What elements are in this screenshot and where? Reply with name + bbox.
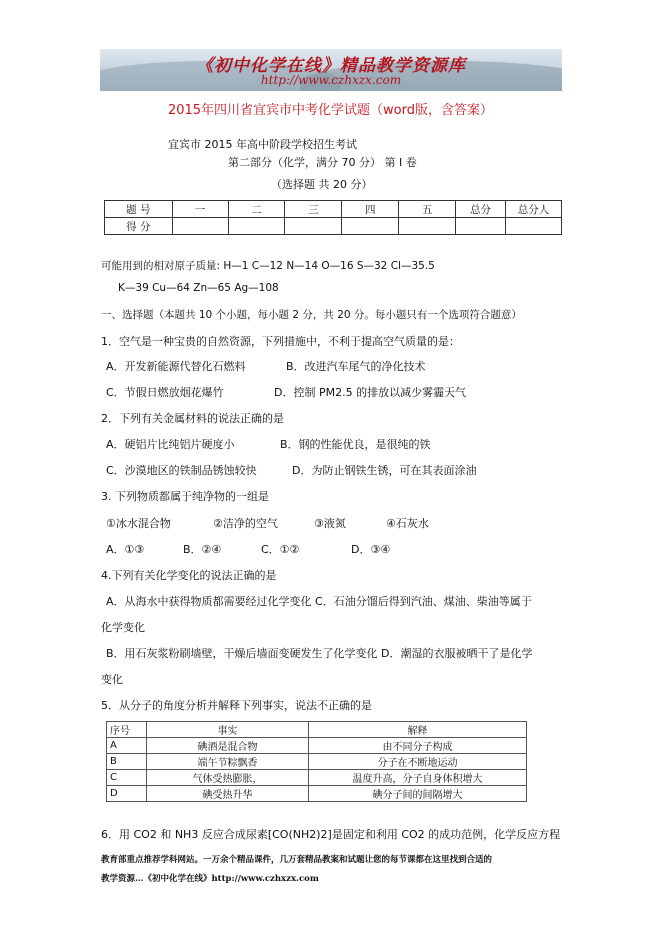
question-6-stem: 6．用 CO2 和 NH3 反应合成尿素[CO(NH2)2]是固定和利用 CO2 的成功范例，化学反应方程 — [101, 828, 561, 841]
question-1-option-c: C．节假日燃放烟花爆竹 — [106, 386, 224, 399]
score-input-cell[interactable] — [399, 218, 456, 235]
question-1-option-b: B．改进汽车尾气的净化技术 — [286, 360, 426, 373]
score-input-cell[interactable] — [228, 218, 285, 235]
score-input-cell[interactable] — [506, 218, 562, 235]
exam-title: 宜宾市 2015 年高中阶段学校招生考试 — [168, 138, 357, 151]
question-3-option-c: C．①② — [261, 543, 300, 556]
question-1-stem: 1．空气是一种宝贵的自然资源，下列措施中，不利于提高空气质量的是： — [101, 335, 460, 348]
question-3-item-4: ④石灰水 — [386, 517, 429, 530]
score-table — [104, 200, 562, 235]
question-2-stem: 2．下列有关金属材料的说法正确的是 — [101, 412, 284, 425]
score-input-cell[interactable] — [342, 218, 399, 235]
score-input-cell[interactable] — [172, 218, 228, 235]
table-header-cell: 序号 — [107, 722, 147, 738]
score-table-cell: 四 — [342, 201, 399, 218]
footer-promo-line1: 教育部重点推荐学科网站。一万余个精品课件，几万套精品教案和试题让您的每节课都在这里找到合适的 — [101, 855, 493, 865]
question-1-option-a: A．开发新能源代替化石燃料 — [106, 360, 246, 373]
banner-title: 《初中化学在线》精品教学资源库 — [196, 56, 466, 76]
table-cell: 碘酒是混合物 — [147, 738, 309, 754]
score-table-score-row — [105, 218, 562, 235]
facts-explanation-table — [106, 721, 527, 802]
question-2-option-a: A．硬铝片比纯铝片硬度小 — [106, 438, 235, 451]
table-cell: D — [107, 786, 147, 802]
score-table-cell: 总分 — [456, 201, 506, 218]
exam-part-title: 第二部分（化学，满分 70 分） 第 I 卷 — [228, 156, 417, 169]
footer-promo-line2[interactable]: 教学资源…《初中化学在线》http://www.czhxzx.com — [101, 874, 319, 884]
question-2-option-c: C．沙漠地区的铁制品锈蚀较快 — [106, 464, 257, 477]
score-table-cell: 一 — [172, 201, 228, 218]
header-banner — [100, 49, 562, 91]
table-row — [107, 770, 527, 786]
question-2-option-b: B．钢的性能优良，是很纯的铁 — [280, 438, 431, 451]
table-header-row — [107, 722, 527, 738]
question-3-item-2: ②洁净的空气 — [213, 517, 278, 530]
question-3-item-1: ①冰水混合物 — [106, 517, 171, 530]
question-4-options-ac-cont: 化学变化 — [101, 621, 145, 634]
table-cell: C — [107, 770, 147, 786]
question-4-options-ac: A．从海水中获得物质都需要经过化学变化 C．石油分馏后得到汽油、煤油、柴油等属于 — [106, 595, 532, 608]
exam-section-note: （选择题 共 20 分） — [271, 178, 373, 191]
document-title: 2015年四川省宜宾市中考化学试题（word版，含答案） — [167, 103, 494, 118]
table-cell: 气体受热膨胀， — [147, 770, 309, 786]
score-table-cell: 题 号 — [105, 201, 173, 218]
table-row — [107, 754, 527, 770]
question-4-options-bd: B．用石灰浆粉刷墙壁，干燥后墙面变硬发生了化学变化 D．潮湿的衣服被晒干了是化学 — [106, 647, 533, 660]
table-cell: 温度升高，分子自身体积增大 — [309, 770, 527, 786]
table-cell: 端午节粽飘香 — [147, 754, 309, 770]
table-cell: 分子在不断地运动 — [309, 754, 527, 770]
question-3-option-b: B．②④ — [183, 543, 222, 556]
score-input-cell[interactable] — [456, 218, 506, 235]
question-3-stem: 3. 下列物质都属于纯净物的一组是 — [101, 490, 269, 503]
table-row — [107, 738, 527, 754]
table-cell: 碘受热升华 — [147, 786, 309, 802]
score-table-cell: 得 分 — [105, 218, 173, 235]
table-cell: A — [107, 738, 147, 754]
score-table-header-row — [105, 201, 562, 218]
atomic-masses-line2: K—39 Cu—64 Zn—65 Ag—108 — [118, 282, 279, 294]
question-4-options-bd-cont: 变化 — [101, 673, 123, 686]
table-header-cell: 事实 — [147, 722, 309, 738]
question-4-stem: 4.下列有关化学变化的说法正确的是 — [101, 569, 277, 582]
score-table-cell: 二 — [228, 201, 285, 218]
banner-url-link[interactable]: http://www.czhxzx.com — [260, 73, 402, 87]
question-5-stem: 5．从分子的角度分析并解释下列事实，说法不正确的是 — [101, 699, 372, 712]
question-3-item-3: ③液氮 — [314, 517, 346, 530]
table-cell: B — [107, 754, 147, 770]
table-row — [107, 786, 527, 802]
score-table-cell: 三 — [285, 201, 342, 218]
table-cell: 由不同分子构成 — [309, 738, 527, 754]
score-table-cell: 总分人 — [506, 201, 562, 218]
score-table-cell: 五 — [399, 201, 456, 218]
table-cell: 碘分子间的间隔增大 — [309, 786, 527, 802]
table-header-cell: 解释 — [309, 722, 527, 738]
question-2-option-d: D．为防止钢铁生锈，可在其表面涂油 — [292, 464, 477, 477]
question-3-option-d: D．③④ — [351, 543, 391, 556]
atomic-masses-line1: 可能用到的相对原子质量: H—1 C—12 N—14 O—16 S—32 Cl—35.5 — [101, 260, 435, 272]
score-input-cell[interactable] — [285, 218, 342, 235]
question-1-option-d: D．控制 PM2.5 的排放以减少雾霾天气 — [274, 386, 467, 399]
section-heading: 一、选择题（本题共 10 个小题，每小题 2 分，共 20 分。每小题只有一个选项符合题意） — [101, 309, 522, 321]
question-3-option-a: A．①③ — [106, 543, 145, 556]
